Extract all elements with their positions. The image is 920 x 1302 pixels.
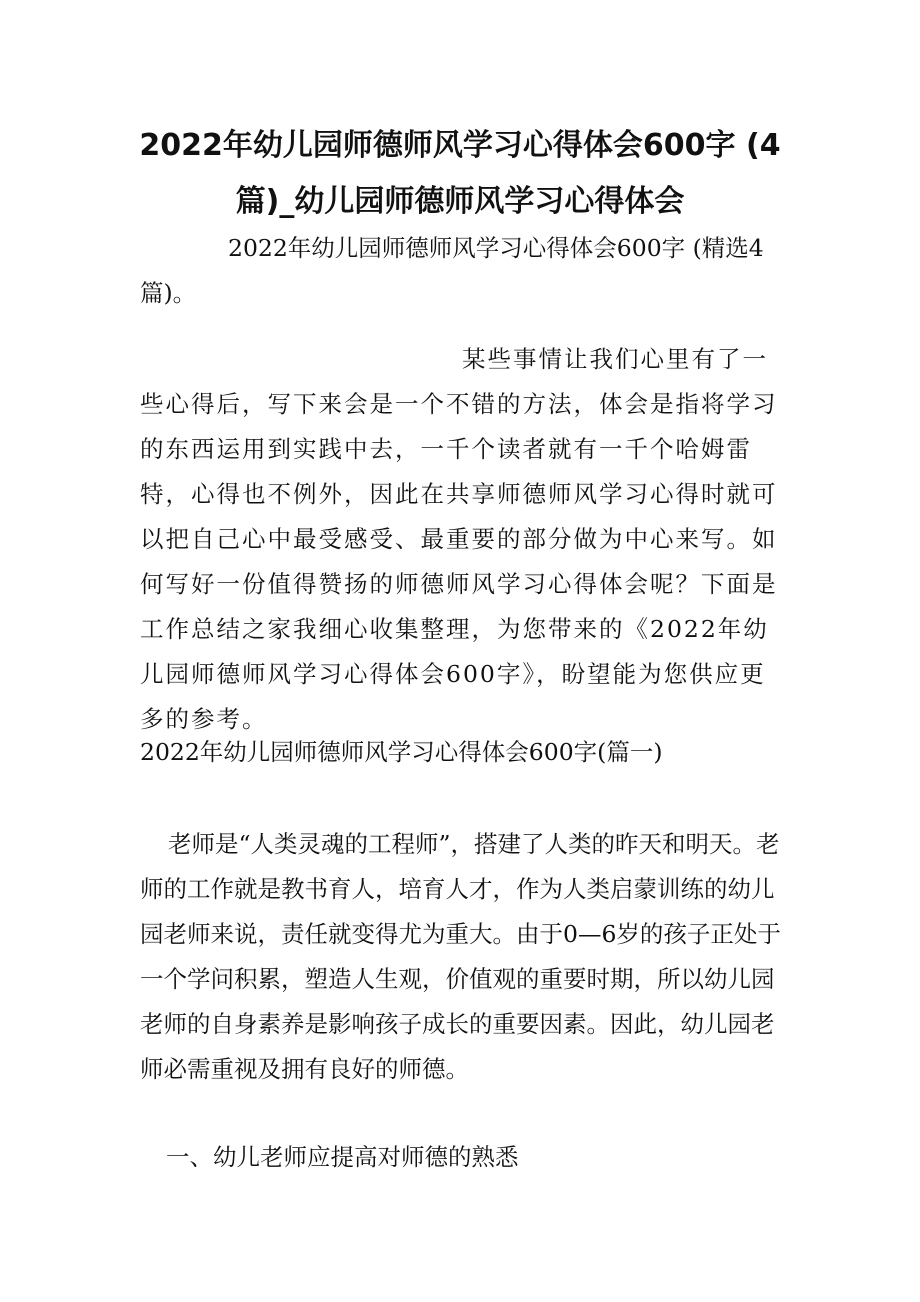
section-heading: 2022年幼儿园师德师风学习心得体会600字(篇一) [140,738,663,766]
sub-heading: 一、幼儿老师应提高对师德的熟悉 [166,1143,519,1171]
document-title: 2022年幼儿园师德师风学习心得体会600字 (4篇)_幼儿园师德师风学习心得体会 [139,128,781,219]
intro-paragraph: 2022年幼儿园师德师风学习心得体会600字 (精选4篇)。 [140,234,764,307]
body-paragraph: 老师是“人类灵魂的工程师”，搭建了人类的昨天和明天。老师的工作就是教书育人，培育人才，作为人类启蒙训练的幼儿园老师来说，责任就变得尤为重大。由于0—6岁的孩子正处于一个学问积累，塑造人生观，价值观的重要时期，所以幼儿园老师的自身素养是影响孩子成长的重要因素。因此，幼儿园老师必需重视及拥有良好的师德。 [140,830,781,1083]
lead-paragraph: 某些事情让我们心里有了一些心得后，写下来会是一个不错的方法，体会是指将学习的东西运用到实践中去，一千个读者就有一千个哈姆雷特，心得也不例外，因此在共享师德师风学习心得时就可以把自己心中最受感受、最重要的部分做为中心来写。如何写好一份值得赞扬的师德师风学习心得体会呢？下面是工作总结之家我细心收集整理，为您带来的《2022年幼儿园师德师风学习心得体会600字》，盼望能为您供应更多的参考。 [140,345,778,733]
